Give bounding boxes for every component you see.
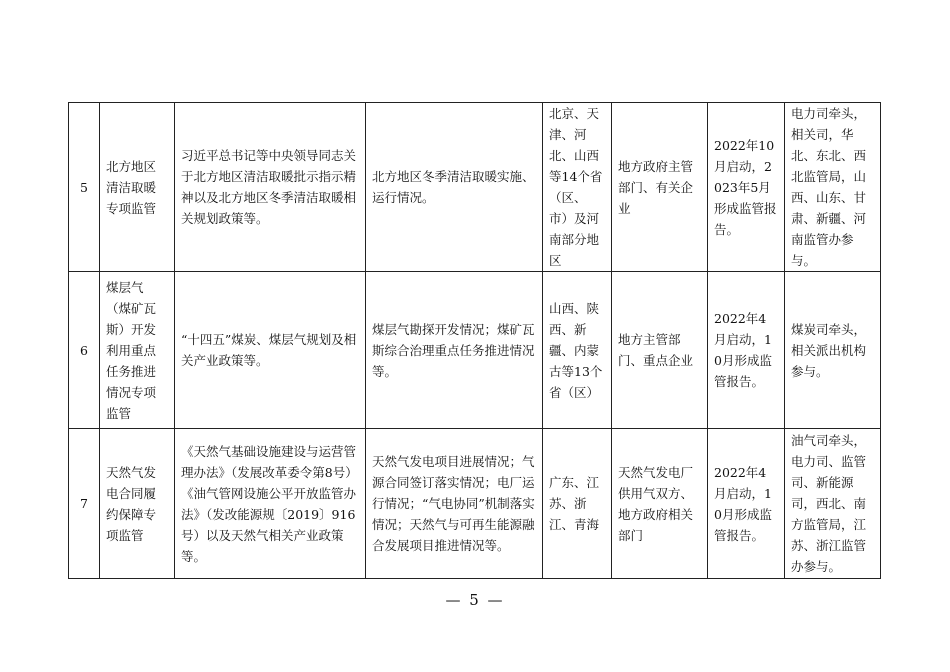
supervision-content: 天然气发电项目进展情况；气源合同签订落实情况；电厂运行情况；“气电协同”机制落实情况；天然气与可再生能源融合发展项目推进情况等。 (366, 429, 543, 579)
supervision-content: 煤层气勘探开发情况；煤矿瓦斯综合治理重点任务推进情况等。 (366, 272, 543, 429)
supervision-scope: 广东、江苏、浙江、青海 (543, 429, 612, 579)
policy-basis: 《天然气基础设施建设与运营管理办法》（发展改革委令第8号）《油气管网设施公平开放监管办法》（发改能源规〔2019〕916号）以及天然气相关产业政策等。 (175, 429, 366, 579)
page-number: — 5 — (445, 591, 505, 609)
policy-basis: “十四五”煤炭、煤层气规划及相关产业政策等。 (175, 272, 366, 429)
supervised-targets: 地方政府主管部门、有关企业 (612, 103, 708, 272)
task-name: 煤层气（煤矿瓦斯）开发利用重点任务推进情况专项监管 (100, 272, 175, 429)
timeline: 2022年4月启动，10月形成监管报告。 (708, 429, 785, 579)
task-name: 北方地区清洁取暖专项监管 (100, 103, 175, 272)
row-number: 6 (69, 272, 100, 429)
table-row (69, 272, 881, 429)
responsible-units: 煤炭司牵头，相关派出机构参与。 (785, 272, 881, 429)
supervision-table (68, 102, 881, 579)
responsible-units: 油气司牵头，电力司、监管司、新能源司，西北、南方监管局，江苏、浙江监管办参与。 (785, 429, 881, 579)
row-number: 5 (69, 103, 100, 272)
supervised-targets: 天然气发电厂供用气双方、地方政府相关部门 (612, 429, 708, 579)
table-row (69, 429, 881, 579)
policy-basis: 习近平总书记等中央领导同志关于北方地区清洁取暖批示指示精神以及北方地区冬季清洁取暖相关规划政策等。 (175, 103, 366, 272)
supervision-scope: 山西、陕西、新疆、内蒙古等13个省（区） (543, 272, 612, 429)
supervised-targets: 地方主管部门、重点企业 (612, 272, 708, 429)
supervision-content: 北方地区冬季清洁取暖实施、运行情况。 (366, 103, 543, 272)
timeline: 2022年10月启动，2023年5月形成监管报告。 (708, 103, 785, 272)
responsible-units: 电力司牵头，相关司，华北、东北、西北监管局，山西、山东、甘肃、新疆、河南监管办参与。 (785, 103, 881, 272)
row-number: 7 (69, 429, 100, 579)
supervision-scope: 北京、天津、河北、山西等14个省（区、市）及河南部分地区 (543, 103, 612, 272)
table-row (69, 103, 881, 272)
task-name: 天然气发电合同履约保障专项监管 (100, 429, 175, 579)
timeline: 2022年4月启动，10月形成监管报告。 (708, 272, 785, 429)
